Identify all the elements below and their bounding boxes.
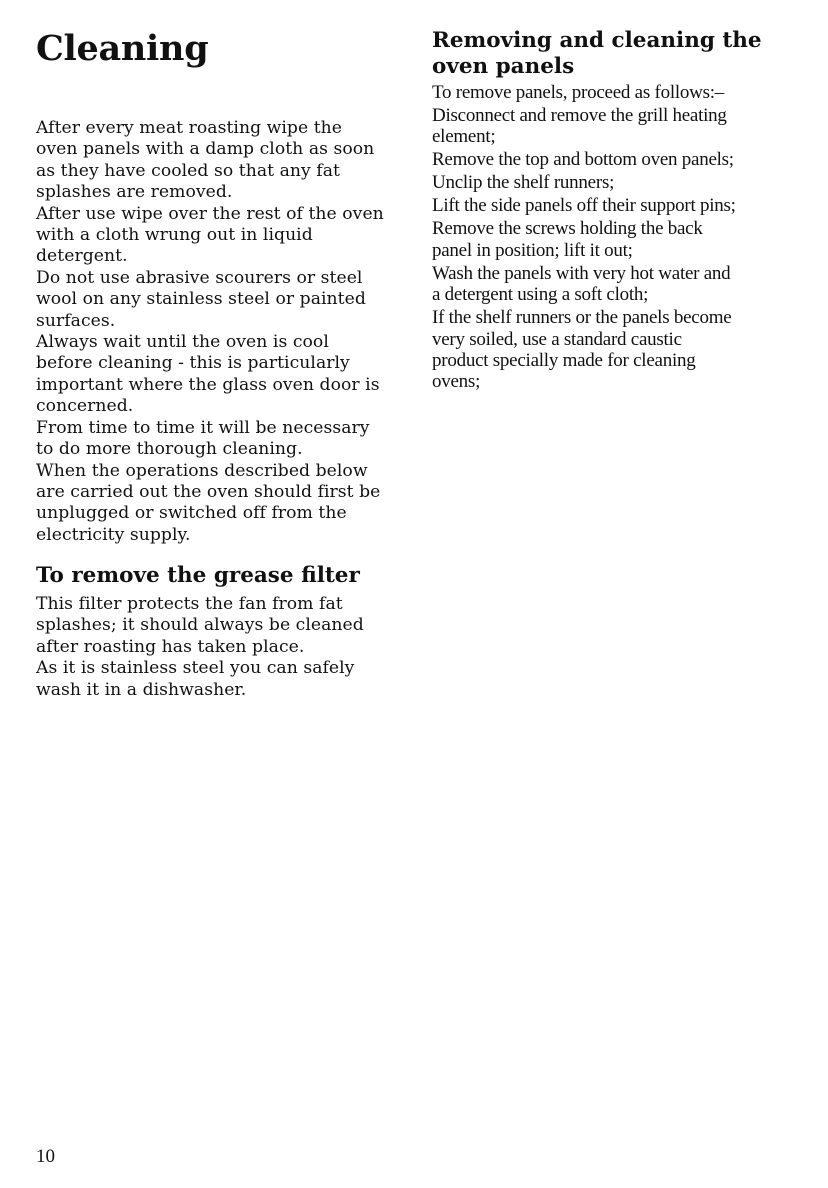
text-line: before cleaning - this is particularly [36, 353, 350, 374]
oven-panels-section [432, 28, 812, 393]
text-line: with a cloth wrung out in liquid [36, 225, 313, 246]
text-line: wool on any stainless steel or painted [36, 289, 366, 310]
step-line-text: Unclip the shelf runners; [432, 172, 615, 194]
step-item [432, 263, 812, 306]
text-line: When the operations described below [36, 460, 368, 481]
step-item [432, 105, 812, 148]
text-line: After every meat roasting wipe the [36, 118, 343, 138]
step-line-text: Wash the panels with very hot water and [432, 262, 731, 284]
step-line-text: very soiled, use a standard caustic [432, 328, 682, 350]
text-line: Always wait until the oven is cool [36, 332, 329, 353]
step-line-text: If the shelf runners or the panels become [432, 307, 732, 329]
text-line: Do not use abrasive scourers or steel [36, 267, 363, 288]
step-line-text: element; [432, 126, 496, 148]
step-item [432, 149, 812, 170]
text-line: important where the glass oven door is [36, 374, 380, 395]
step-item [432, 307, 812, 393]
step-line-text: Lift the side panels off their support pins; [432, 195, 736, 217]
step-line-text: Disconnect and remove the grill heating [432, 105, 727, 126]
step-line-text: ovens; [432, 371, 481, 393]
step-line-text: Remove the screws holding the back [432, 218, 703, 240]
step-line-text: panel in position; lift it out; [432, 239, 633, 261]
text-line: after roasting has taken place. [36, 636, 305, 657]
oven-panels-heading [432, 28, 812, 80]
text-line: wash it in a dishwasher. [36, 679, 247, 700]
grease-filter-heading: To remove the grease filter [36, 563, 360, 588]
text-line: As it is stainless steel you can safely [36, 658, 355, 679]
text-line: unplugged or switched off from the [36, 503, 347, 524]
text-line: splashes; it should always be cleaned [36, 615, 364, 636]
text-line: are carried out the oven should first be [36, 481, 381, 502]
text-line: After use wipe over the rest of the oven [36, 203, 384, 224]
heading-line: oven panels [432, 54, 575, 79]
heading-line: Removing and cleaning the [432, 28, 762, 53]
cleaning-intro-text [36, 118, 416, 546]
text-line: splashes are removed. [36, 182, 233, 203]
page-number: 10 [36, 1146, 55, 1167]
text-line: oven panels with a damp cloth as soon [36, 139, 375, 160]
text-line: This filter protects the fan from fat [36, 594, 343, 614]
text-line: as they have cooled so that any fat [36, 160, 340, 181]
page-title: Cleaning [36, 28, 209, 69]
step-item [432, 195, 812, 216]
step-line-text: Remove the top and bottom oven panels; [432, 149, 734, 171]
step-line-text: a detergent using a soft cloth; [432, 284, 649, 306]
text-line: electricity supply. [36, 524, 191, 545]
panels-intro: To remove panels, proceed as follows:– [432, 82, 725, 103]
text-line: detergent. [36, 246, 128, 267]
text-line: surfaces. [36, 310, 116, 331]
text-line: to do more thorough cleaning. [36, 439, 303, 460]
step-line-text: product specially made for cleaning [432, 350, 696, 372]
step-item [432, 172, 812, 193]
step-item [432, 218, 812, 261]
grease-filter-text [36, 594, 416, 701]
text-line: From time to time it will be necessary [36, 417, 370, 438]
text-line: concerned. [36, 396, 134, 417]
